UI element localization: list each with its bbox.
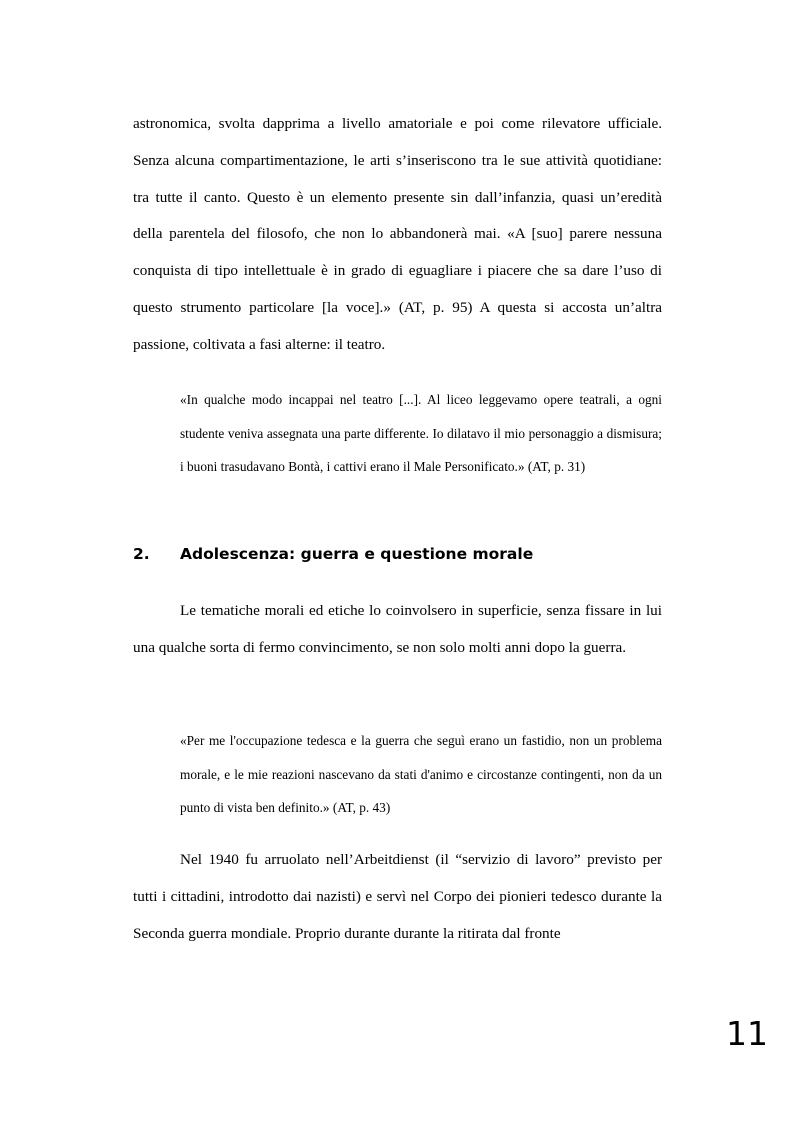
block-quote-1: «In qualche modo incappai nel teatro [...]. Al liceo leggevamo opere teatrali, a ogni studente veniva assegnata una parte differente. Io dilatavo il mio personaggio a dismisura; i buoni trasudavano Bontà, i cattivi erano il Male Personificato.» (AT, p. 31) <box>180 392 662 474</box>
block-quote-2: «Per me l'occupazione tedesca e la guerra che seguì erano un fastidio, non un problema morale, e le mie reazioni nascevano da stati d'animo e circostanze contingenti, non da un punto di vista ben definito.» (AT, p. 43) <box>180 733 662 815</box>
page-number: 11 <box>726 1014 768 1053</box>
body-paragraph-1: astronomica, svolta dapprima a livello amatoriale e poi come rilevatore ufficiale. Senza alcuna compartimentazione, le arti s’inseriscono tra le sue attività quotidiane: tra tutte il canto. Questo è un elemento presente sin dall’infanzia, quasi un’eredità della parentela del filosofo, che non lo abbandonerà mai. «A [suo] parere nessuna conquista di tipo intellettuale è in grado di eguagliare i piacere che sa dare l’uso di questo strumento particolare [la voce].» (AT, p. 95) A questa si accosta un’altra passione, coltivata a fasi alterne: il teatro. <box>133 115 662 353</box>
section-title: Adolescenza: guerra e questione morale <box>180 545 534 563</box>
body-paragraph-2: Le tematiche morali ed etiche lo coinvolsero in superficie, senza fissare in lui una qualche sorta di fermo convincimento, se non solo molti anni dopo la guerra. <box>133 602 662 656</box>
body-paragraph-3: Nel 1940 fu arruolato nell’Arbeitdienst (il “servizio di lavoro” previsto per tutti i cittadini, introdotto dai nazisti) e servì nel Corpo dei pionieri tedesco durante la Seconda guerra mondiale. Proprio durante durante la ritirata dal fronte <box>133 851 662 942</box>
section-number: 2. <box>133 545 150 563</box>
section-heading <box>133 540 662 568</box>
